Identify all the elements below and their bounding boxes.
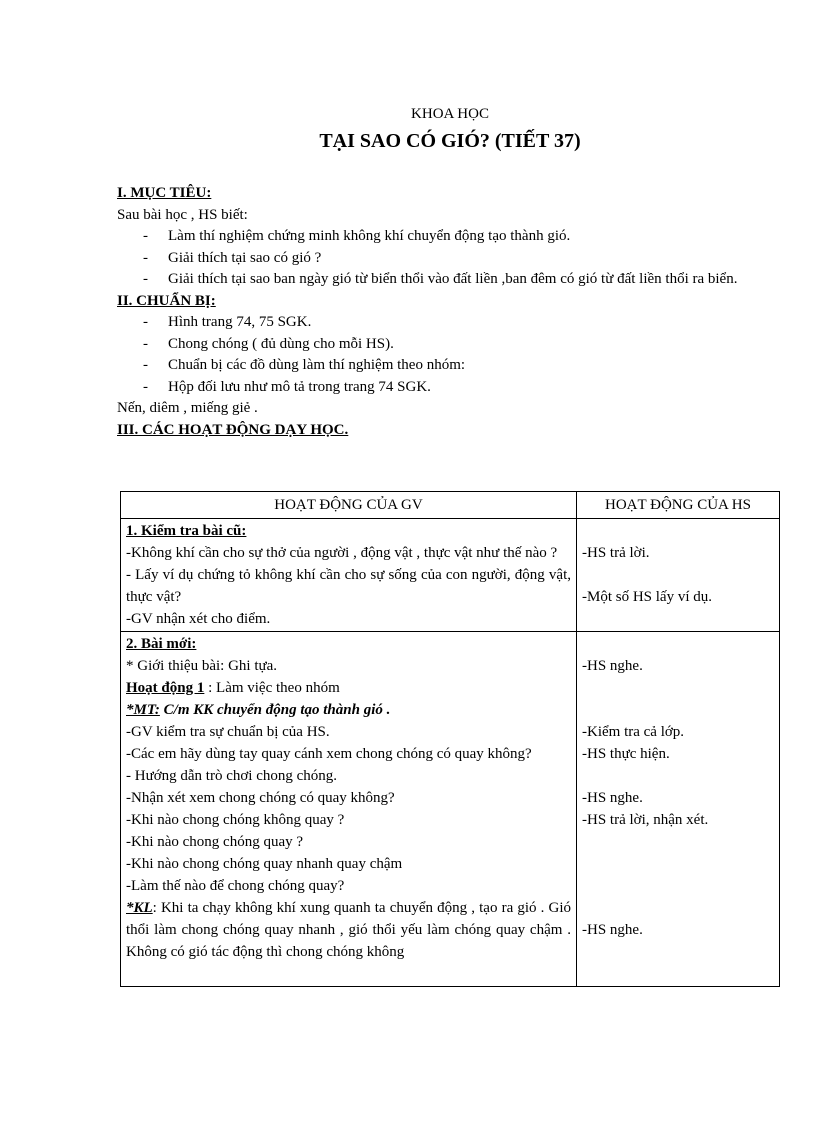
student-column-header: HOẠT ĐỘNG CỦA HS	[577, 492, 780, 519]
activity-1-line	[126, 677, 571, 699]
preparation-note: Nến, diêm , miếng giẻ .	[117, 400, 258, 416]
review-teacher-cell	[121, 519, 577, 632]
new-lesson-teacher-cell	[121, 632, 577, 987]
activity-1-text: : Làm việc theo nhóm	[204, 680, 340, 696]
goal-label: *MT:	[126, 702, 160, 718]
conclusion-paragraph	[126, 897, 571, 963]
review-gv-line: -GV nhận xét cho điểm.	[126, 611, 271, 627]
activity-1-label: Hoạt động 1	[126, 680, 205, 696]
lesson-intro-line: * Giới thiệu bài: Ghi tựa.	[126, 658, 278, 674]
new-lesson-gv-line: - Hướng dẫn trò chơi chong chóng.	[126, 768, 338, 784]
new-lesson-gv-line: -Khi nào chong chóng không quay ?	[126, 812, 345, 828]
preparation-item: - Chong chóng ( đủ dùng cho mỗi HS).	[143, 334, 777, 356]
review-gv-line: - Lấy ví dụ chứng tỏ không khí cần cho sự sống của con người, động vật, thực vật?	[126, 567, 571, 605]
new-lesson-hs-line: -HS nghe.	[582, 922, 643, 938]
new-lesson-hs-line: -Kiểm tra cả lớp.	[582, 724, 685, 740]
new-lesson-section-title: 2. Bài mới:	[126, 636, 197, 652]
objectives-intro: Sau bài học , HS biết:	[117, 206, 248, 223]
lesson-body	[117, 183, 777, 441]
goal-line	[126, 699, 571, 721]
new-lesson-gv-line: -Khi nào chong chóng quay ?	[126, 834, 304, 850]
preparation-list	[117, 312, 777, 398]
objective-item: - Làm thí nghiệm chứng minh không khí chuyển động tạo thành gió.	[143, 226, 777, 248]
activities-table	[120, 491, 780, 987]
objectives-heading: I. MỤC TIÊU:	[117, 185, 212, 201]
new-lesson-gv-line: -Khi nào chong chóng quay nhanh quay chậm	[126, 856, 403, 872]
table-row-new-lesson	[121, 632, 780, 987]
review-gv-line: -Không khí cần cho sự thở của người , động vật , thực vật như thế nào ?	[126, 545, 558, 561]
lesson-title: TẠI SAO CÓ GIÓ? (TIẾT 37)	[319, 130, 581, 152]
new-lesson-hs-line: -HS thực hiện.	[582, 746, 670, 762]
new-lesson-hs-line: -HS nghe.	[582, 790, 643, 806]
new-lesson-gv-line: -Nhận xét xem chong chóng có quay không?	[126, 790, 395, 806]
subject-label: KHOA HỌC	[411, 106, 489, 122]
new-lesson-hs-line: -HS trả lời, nhận xét.	[582, 812, 709, 828]
teacher-column-header: HOẠT ĐỘNG CỦA GV	[121, 492, 577, 519]
objectives-list	[117, 226, 777, 291]
objective-item: - Giải thích tại sao có gió ?	[143, 248, 777, 270]
conclusion-label: *KL	[126, 900, 153, 916]
table-row-review	[121, 519, 780, 632]
review-hs-line: -HS trả lời.	[582, 545, 650, 561]
goal-text: C/m KK chuyển động tạo thành gió .	[159, 702, 391, 718]
new-lesson-student-cell	[577, 632, 780, 987]
activities-heading: III. CÁC HOẠT ĐỘNG DẠY HỌC.	[117, 421, 349, 438]
review-hs-line: -Một số HS lấy ví dụ.	[582, 589, 713, 605]
new-lesson-hs-line: -HS nghe.	[582, 658, 643, 674]
review-section-title: 1. Kiểm tra bài cũ:	[126, 523, 247, 539]
new-lesson-gv-line: -GV kiểm tra sự chuẩn bị của HS.	[126, 724, 330, 740]
table-header-row	[121, 492, 780, 519]
review-student-cell	[577, 519, 780, 632]
preparation-item: - Chuẩn bị các đồ dùng làm thí nghiệm theo nhóm:	[143, 355, 777, 377]
new-lesson-gv-line: -Làm thế nào để chong chóng quay?	[126, 878, 345, 894]
objective-item: - Giải thích tại sao ban ngày gió từ biển thổi vào đất liền ,ban đêm có gió từ đất liền thổi ra biển.	[143, 269, 777, 291]
preparation-heading: II. CHUẨN BỊ:	[117, 292, 216, 309]
preparation-item: - Hình trang 74, 75 SGK.	[143, 312, 777, 334]
conclusion-text: : Khi ta chạy không khí xung quanh ta chuyển động , tạo ra gió . Gió thổi làm chong chóng quay nhanh , gió thổi yếu làm chóng quay chậm . Không có gió tác động thì chong chóng không	[126, 900, 571, 960]
preparation-item: - Hộp đối lưu như mô tả trong trang 74 SGK.	[143, 377, 777, 399]
new-lesson-gv-line: -Các em hãy dùng tay quay cánh xem chong chóng có quay không?	[126, 746, 532, 762]
